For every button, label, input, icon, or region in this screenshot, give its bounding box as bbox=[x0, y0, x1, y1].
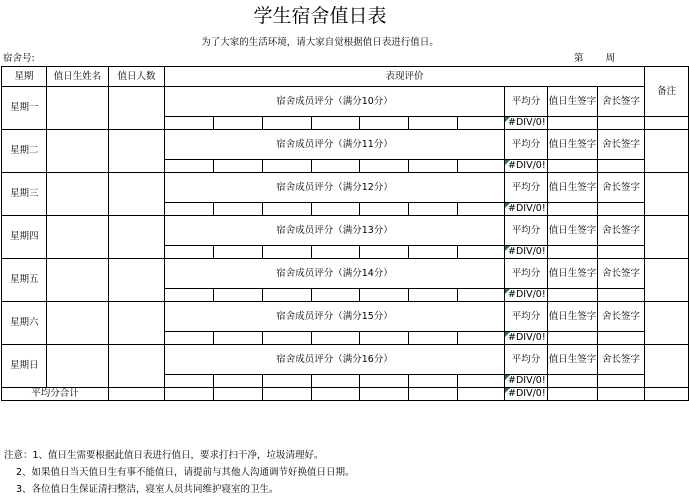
duty-signature-label: 值日生签字 bbox=[548, 259, 598, 289]
member-score-cell[interactable] bbox=[165, 289, 214, 302]
duty-count-cell[interactable] bbox=[109, 216, 165, 259]
member-score-cell[interactable] bbox=[409, 332, 458, 345]
member-score-cell[interactable] bbox=[263, 117, 312, 130]
average-score-label: 平均分 bbox=[505, 345, 548, 375]
remarks-cell[interactable] bbox=[645, 302, 689, 345]
duty-count-cell[interactable] bbox=[109, 302, 165, 345]
member-score-cell[interactable] bbox=[165, 117, 214, 130]
duty-name-cell[interactable] bbox=[47, 259, 109, 302]
header-evaluation: 表现评价 bbox=[165, 67, 645, 87]
weekday-cell: 星期六 bbox=[2, 302, 47, 345]
duty-count-cell[interactable] bbox=[109, 345, 165, 388]
header-row bbox=[2, 67, 689, 87]
member-score-label: 宿舍成员评分（满分10分） bbox=[165, 87, 505, 117]
member-score-cell[interactable] bbox=[312, 160, 360, 173]
duty-signature-cell[interactable] bbox=[548, 289, 598, 302]
weekday-cell: 星期二 bbox=[2, 130, 47, 173]
average-score-label: 平均分 bbox=[505, 173, 548, 203]
average-score-value: #DIV/0! bbox=[505, 332, 548, 345]
total-average-value: #DIV/0! bbox=[505, 388, 548, 401]
header-weekday: 星期 bbox=[2, 67, 47, 87]
average-score-value: #DIV/0! bbox=[505, 203, 548, 216]
remarks-cell[interactable] bbox=[645, 259, 689, 302]
member-score-cell[interactable] bbox=[360, 289, 409, 302]
head-signature-cell[interactable] bbox=[598, 289, 645, 302]
member-score-cell[interactable] bbox=[409, 375, 458, 388]
average-score-label: 平均分 bbox=[505, 87, 548, 117]
week-label-suffix: 周 bbox=[605, 53, 616, 64]
member-score-cell[interactable] bbox=[263, 203, 312, 216]
duty-signature-label: 值日生签字 bbox=[548, 173, 598, 203]
header-duty-name: 值日生姓名 bbox=[47, 67, 109, 87]
day-row bbox=[2, 259, 689, 289]
day-row bbox=[2, 345, 689, 375]
total-blank-cell bbox=[263, 388, 312, 401]
average-score-value: #DIV/0! bbox=[505, 117, 548, 130]
subtitle: 为了大家的生活环境，请大家自觉根据值日表进行值日。 bbox=[201, 37, 439, 48]
member-score-cell[interactable] bbox=[360, 375, 409, 388]
duty-count-cell[interactable] bbox=[109, 87, 165, 130]
head-signature-cell[interactable] bbox=[598, 375, 645, 388]
member-score-cell[interactable] bbox=[458, 246, 505, 259]
member-score-cell[interactable] bbox=[214, 160, 263, 173]
member-score-cell[interactable] bbox=[458, 203, 505, 216]
remarks-cell[interactable] bbox=[645, 345, 689, 388]
member-score-cell[interactable] bbox=[165, 375, 214, 388]
head-signature-label: 舍长签字 bbox=[598, 302, 645, 332]
head-signature-cell[interactable] bbox=[598, 203, 645, 216]
duty-name-cell[interactable] bbox=[47, 87, 109, 130]
head-signature-cell[interactable] bbox=[598, 332, 645, 345]
total-blank-cell bbox=[109, 388, 165, 401]
member-score-cell[interactable] bbox=[360, 246, 409, 259]
head-signature-cell[interactable] bbox=[598, 117, 645, 130]
member-score-cell[interactable] bbox=[458, 160, 505, 173]
member-score-cell[interactable] bbox=[409, 246, 458, 259]
average-score-value: #DIV/0! bbox=[505, 160, 548, 173]
day-row bbox=[2, 87, 689, 117]
member-score-label: 宿舍成员评分（满分12分） bbox=[165, 173, 505, 203]
member-score-label: 宿舍成员评分（满分15分） bbox=[165, 302, 505, 332]
total-blank-cell bbox=[548, 388, 598, 401]
duty-name-cell[interactable] bbox=[47, 345, 109, 388]
member-score-cell[interactable] bbox=[165, 332, 214, 345]
duty-signature-label: 值日生签字 bbox=[548, 302, 598, 332]
member-score-cell[interactable] bbox=[458, 117, 505, 130]
member-score-cell[interactable] bbox=[458, 375, 505, 388]
duty-roster-table bbox=[1, 66, 689, 401]
head-signature-label: 舍长签字 bbox=[598, 87, 645, 117]
note-3: 3、各位值日生保证清扫整洁，寝室人员共同维护寝室的卫生。 bbox=[16, 484, 279, 495]
duty-signature-cell[interactable] bbox=[548, 246, 598, 259]
member-score-cell[interactable] bbox=[214, 246, 263, 259]
total-blank-cell bbox=[360, 388, 409, 401]
duty-name-cell[interactable] bbox=[47, 130, 109, 173]
member-score-cell[interactable] bbox=[312, 289, 360, 302]
member-score-label: 宿舍成员评分（满分16分） bbox=[165, 345, 505, 375]
average-score-label: 平均分 bbox=[505, 259, 548, 289]
member-score-cell[interactable] bbox=[312, 203, 360, 216]
total-blank-cell bbox=[409, 388, 458, 401]
member-score-cell[interactable] bbox=[263, 375, 312, 388]
member-score-cell[interactable] bbox=[360, 160, 409, 173]
head-signature-label: 舍长签字 bbox=[598, 173, 645, 203]
duty-signature-cell[interactable] bbox=[548, 332, 598, 345]
total-blank-cell bbox=[458, 388, 505, 401]
duty-name-cell[interactable] bbox=[47, 216, 109, 259]
member-score-cell[interactable] bbox=[214, 289, 263, 302]
average-score-label: 平均分 bbox=[505, 130, 548, 160]
remarks-cell[interactable] bbox=[645, 216, 689, 259]
total-blank-cell bbox=[312, 388, 360, 401]
average-score-label: 平均分 bbox=[505, 302, 548, 332]
header-remarks: 备注 bbox=[645, 67, 689, 117]
note-1: 注意：1、值日生需要根据此值日表进行值日，要求打扫干净，垃圾清理好。 bbox=[4, 450, 324, 461]
member-score-label: 宿舍成员评分（满分13分） bbox=[165, 216, 505, 246]
day-row bbox=[2, 130, 689, 160]
duty-name-cell[interactable] bbox=[47, 302, 109, 345]
member-score-cell[interactable] bbox=[165, 203, 214, 216]
duty-signature-cell[interactable] bbox=[548, 117, 598, 130]
note-2: 2、如果值日当天值日生有事不能值日，请提前与其他人沟通调节好换值日日期。 bbox=[16, 467, 355, 478]
duty-count-cell[interactable] bbox=[109, 259, 165, 302]
duty-name-cell[interactable] bbox=[47, 173, 109, 216]
member-score-cell[interactable] bbox=[409, 203, 458, 216]
week-label bbox=[574, 52, 615, 65]
duty-count-cell[interactable] bbox=[109, 130, 165, 173]
member-score-cell[interactable] bbox=[360, 332, 409, 345]
weekday-cell: 星期一 bbox=[2, 87, 47, 130]
head-signature-cell[interactable] bbox=[598, 160, 645, 173]
week-label-prefix: 第 bbox=[574, 53, 584, 64]
average-score-label: 平均分 bbox=[505, 216, 548, 246]
notes bbox=[4, 447, 355, 498]
head-signature-label: 舍长签字 bbox=[598, 216, 645, 246]
remarks-cell[interactable] bbox=[645, 130, 689, 173]
weekday-cell: 星期日 bbox=[2, 345, 47, 388]
member-score-cell[interactable] bbox=[458, 289, 505, 302]
head-signature-label: 舍长签字 bbox=[598, 130, 645, 160]
duty-signature-cell[interactable] bbox=[548, 375, 598, 388]
total-blank-cell bbox=[598, 388, 645, 401]
duty-signature-label: 值日生签字 bbox=[548, 216, 598, 246]
duty-count-cell[interactable] bbox=[109, 173, 165, 216]
duty-signature-cell[interactable] bbox=[548, 203, 598, 216]
total-blank-cell bbox=[214, 388, 263, 401]
duty-signature-label: 值日生签字 bbox=[548, 345, 598, 375]
member-score-cell[interactable] bbox=[214, 203, 263, 216]
duty-signature-label: 值日生签字 bbox=[548, 130, 598, 160]
total-blank-cell bbox=[645, 388, 689, 401]
average-score-value: #DIV/0! bbox=[505, 246, 548, 259]
total-average-label: 平均分合计 bbox=[2, 388, 109, 401]
total-blank-cell bbox=[165, 388, 214, 401]
member-score-cell[interactable] bbox=[312, 375, 360, 388]
member-score-label: 宿舍成员评分（满分11分） bbox=[165, 130, 505, 160]
weekday-cell: 星期三 bbox=[2, 173, 47, 216]
member-score-cell[interactable] bbox=[263, 246, 312, 259]
head-signature-label: 舍长签字 bbox=[598, 259, 645, 289]
head-signature-cell[interactable] bbox=[598, 246, 645, 259]
member-score-cell[interactable] bbox=[409, 160, 458, 173]
day-row bbox=[2, 216, 689, 246]
day-row bbox=[2, 173, 689, 203]
member-score-cell[interactable] bbox=[214, 332, 263, 345]
head-signature-label: 舍长签字 bbox=[598, 345, 645, 375]
member-score-cell[interactable] bbox=[312, 246, 360, 259]
member-score-cell[interactable] bbox=[458, 332, 505, 345]
page-title: 学生宿舍值日表 bbox=[253, 5, 387, 27]
day-row bbox=[2, 302, 689, 332]
member-score-cell[interactable] bbox=[360, 117, 409, 130]
average-score-value: #DIV/0! bbox=[505, 289, 548, 302]
header-duty-count: 值日人数 bbox=[109, 67, 165, 87]
weekday-cell: 星期四 bbox=[2, 216, 47, 259]
remarks-cell[interactable] bbox=[645, 173, 689, 216]
member-score-cell[interactable] bbox=[165, 160, 214, 173]
member-score-cell[interactable] bbox=[165, 246, 214, 259]
member-score-label: 宿舍成员评分（满分14分） bbox=[165, 259, 505, 289]
total-row bbox=[2, 388, 689, 401]
member-score-cell[interactable] bbox=[214, 117, 263, 130]
duty-signature-cell[interactable] bbox=[548, 160, 598, 173]
duty-signature-label: 值日生签字 bbox=[548, 87, 598, 117]
weekday-cell: 星期五 bbox=[2, 259, 47, 302]
member-score-cell[interactable] bbox=[263, 160, 312, 173]
member-score-cell[interactable] bbox=[409, 117, 458, 130]
member-score-cell[interactable] bbox=[263, 289, 312, 302]
member-score-cell[interactable] bbox=[360, 203, 409, 216]
member-score-cell[interactable] bbox=[263, 332, 312, 345]
dorm-number-label: 宿舍号: bbox=[3, 53, 35, 64]
average-score-value: #DIV/0! bbox=[505, 375, 548, 388]
member-score-cell[interactable] bbox=[214, 375, 263, 388]
member-score-cell[interactable] bbox=[312, 117, 360, 130]
member-score-cell[interactable] bbox=[409, 289, 458, 302]
member-score-cell[interactable] bbox=[312, 332, 360, 345]
